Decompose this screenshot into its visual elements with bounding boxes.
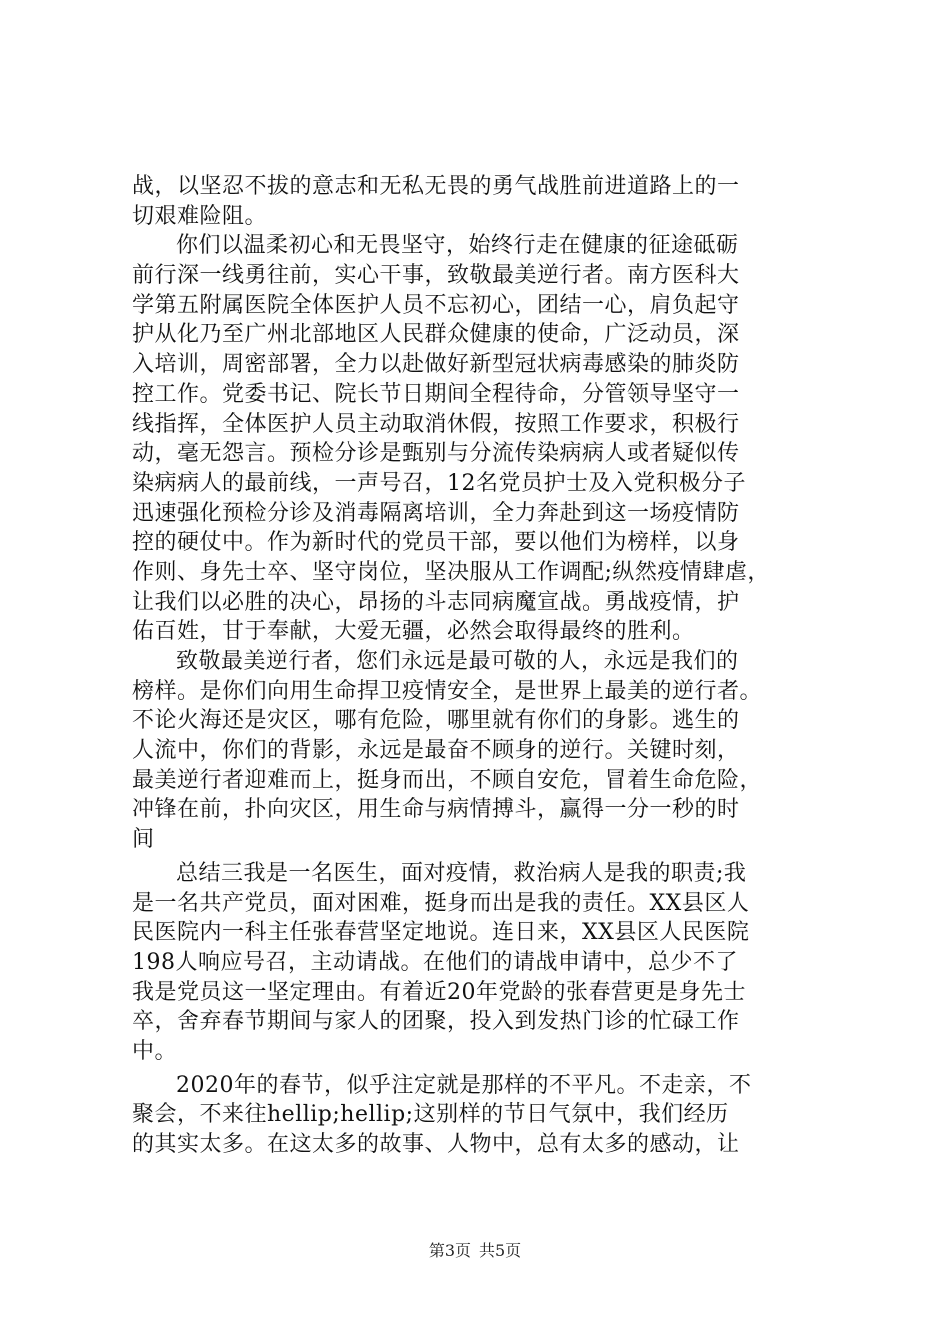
text-line: 学第五附属医院全体医护人员不忘初心，团结一心，肩负起守: [132, 292, 740, 318]
text-line: 入培训，周密部署，全力以赴做好新型冠状病毒感染的肺炎防: [132, 352, 740, 378]
text-line: 人流中，你们的背影，永远是最奋不顾身的逆行。关键时刻，: [132, 738, 740, 764]
text-line: 不论火海还是灾区，哪有危险，哪里就有你们的身影。逃生的: [132, 708, 740, 734]
page-footer: [0, 1241, 950, 1261]
text-line: 线指挥，全体医护人员主动取消休假，按照工作要求，积极行: [132, 411, 740, 437]
text-line: 你们以温柔初心和无畏坚守，始终行走在健康的征途砥砺: [176, 233, 739, 259]
text-line: 榜样。是你们向用生命捍卫疫情安全，是世界上最美的逆行者。: [132, 678, 763, 704]
text-line: 198人响应号召，主动请战。在他们的请战申请中，总少不了: [132, 949, 738, 975]
paragraph: [132, 231, 822, 647]
text-line: 我是党员这一坚定理由。有着近20年党龄的张春营更是身先士: [132, 979, 746, 1005]
text-line: 中。: [132, 1038, 178, 1064]
text-line: 的其实太多。在这太多的故事、人物中，总有太多的感动，让: [132, 1132, 740, 1157]
text-line: 动，毫无怨言。预检分诊是甄别与分流传染病病人或者疑似传: [132, 441, 740, 467]
text-line: 迅速强化预检分诊及消毒隔离培训，全力奔赴到这一场疫情防: [132, 500, 740, 526]
text-line: 是一名共产党员，面对困难，挺身而出是我的责任。XX县区人: [132, 890, 750, 916]
text-line: 作则、身先士卒、坚守岗位，坚决服从工作调配;纵然疫情肆虐，: [132, 559, 770, 585]
text-line: 让我们以必胜的决心，昂扬的斗志同病魔宣战。勇战疫情，护: [132, 589, 740, 615]
text-line: 控的硬仗中。作为新时代的党员干部，要以他们为榜样，以身: [132, 530, 740, 556]
text-line: 切艰难险阻。: [132, 203, 268, 229]
text-line: 最美逆行者迎难而上，挺身而出，不顾自安危，冒着生命危险，: [132, 767, 763, 793]
page-total: 共5页: [479, 1241, 522, 1260]
text-line: 前行深一线勇往前，实心干事，致敬最美逆行者。南方医科大: [132, 263, 740, 289]
text-line: 聚会，不来往hellip;hellip;这别样的节日气氛中，我们经历: [132, 1102, 729, 1128]
text-line: 冲锋在前，扑向灾区，用生命与病情搏斗，赢得一分一秒的时: [132, 797, 740, 823]
text-line: 控工作。党委书记、院长节日期间全程待命，分管领导坚守一: [132, 381, 740, 407]
text-line: 2020年的春节，似乎注定就是那样的不平凡。不走亲，不: [176, 1072, 752, 1098]
text-line: 战，以坚忍不拔的意志和无私无畏的勇气战胜前进道路上的一: [132, 174, 740, 199]
paragraph: [132, 647, 822, 855]
paragraph: [132, 859, 822, 1067]
text-line: 卒，舍弃春节期间与家人的团聚，投入到发热门诊的忙碌工作: [132, 1009, 740, 1035]
page-number: 第3页: [428, 1241, 471, 1260]
text-line: 佑百姓，甘于奉献，大爱无疆，必然会取得最终的胜利。: [132, 619, 695, 645]
paragraph: [132, 172, 822, 231]
text-line: 致敬最美逆行者，您们永远是最可敬的人，永远是我们的: [176, 649, 739, 674]
body-text: [132, 172, 822, 1160]
text-line: 间: [132, 827, 155, 853]
text-line: 护从化乃至广州北部地区人民群众健康的使命，广泛动员，深: [132, 322, 740, 348]
paragraph: [132, 1071, 822, 1160]
text-line: 染病病人的最前线，一声号召，12名党员护士及入党积极分子: [132, 470, 746, 496]
text-line: 总结三我是一名医生，面对疫情，救治病人是我的职责;我: [176, 860, 747, 886]
text-line: 民医院内一科主任张春营坚定地说。连日来，XX县区人民医院: [132, 920, 750, 946]
